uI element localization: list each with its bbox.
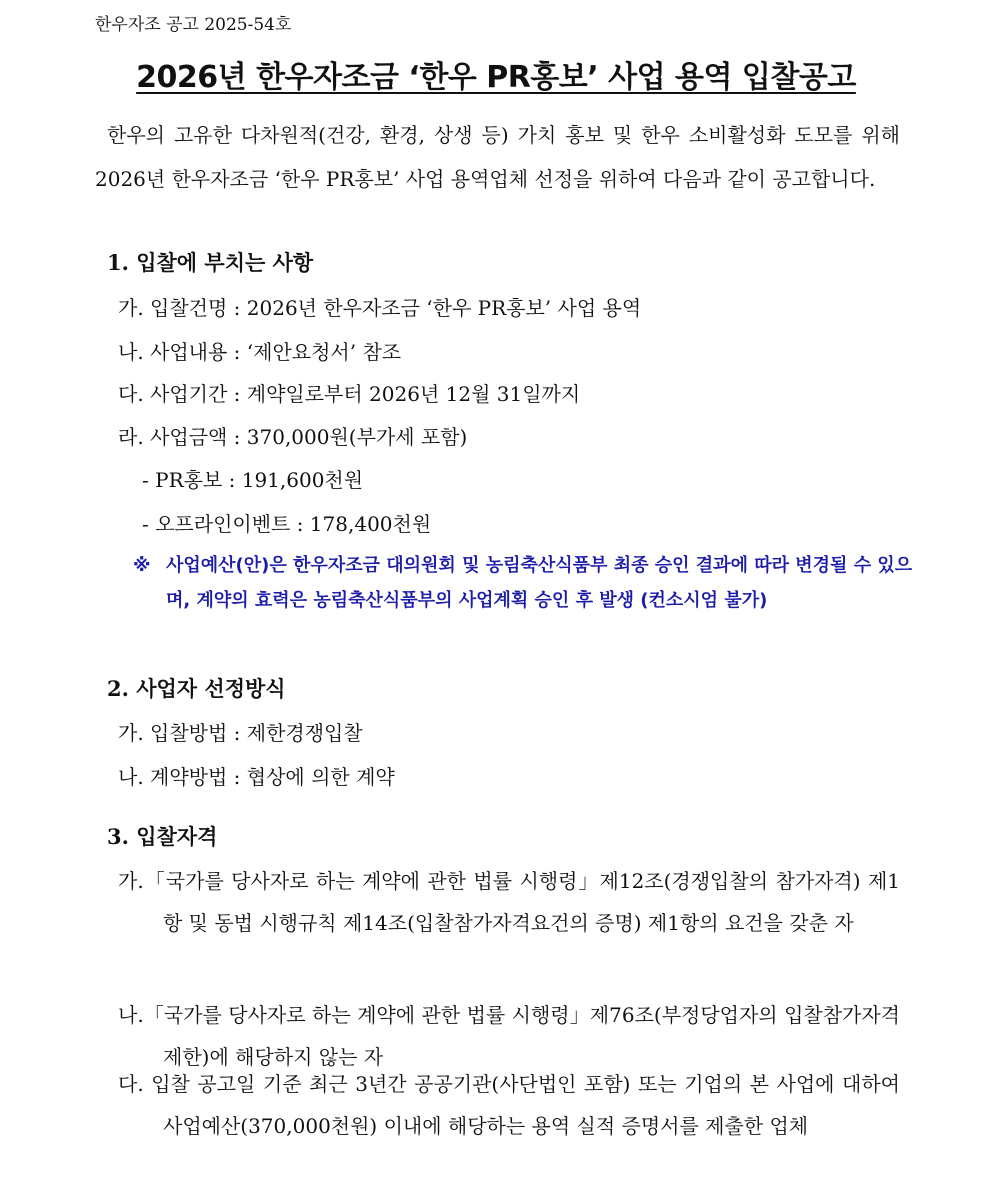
budget-notice-text: 사업예산(안)은 한우자조금 대의원회 및 농림축산식품부 최종 승인 결과에 따라 변경될 수 있으며, 계약의 효력은 농림축산식품부의 사업계획 승인 후 발생 (컨소시엄 불가) (166, 555, 913, 611)
section-3-heading: 3. 입찰자격 (107, 824, 218, 849)
reference-mark: ※ (133, 555, 151, 576)
budget-notice (133, 548, 913, 618)
document-title: 2026년 한우자조금 ‘한우 PR홍보’ 사업 용역 입찰공고 (136, 60, 856, 95)
section-1-item-da: 다. 사업기간 : 계약일로부터 2026년 12월 31일까지 (118, 382, 581, 406)
section-2-heading: 2. 사업자 선정방식 (107, 676, 286, 701)
section-2-item-na: 나. 계약방법 : 협상에 의한 계약 (118, 765, 395, 789)
section-2-item-ga: 가. 입찰방법 : 제한경쟁입찰 (118, 721, 363, 745)
section-3-item-da: 다. 입찰 공고일 기준 최근 3년간 공공기관(사단법인 포함) 또는 기업의 본 사업에 대하여 사업예산(370,000천원) 이내에 해당하는 용역 실적 증명서를 제출한 업체 (118, 1072, 900, 1138)
budget-pr: - PR홍보 : 191,600천원 (142, 468, 364, 492)
notice-number: 한우자조 공고 2025-54호 (95, 15, 292, 35)
section-3-item-ga: 가.「국가를 당사자로 하는 계약에 관한 법률 시행령」제12조(경쟁입찰의 참가자격) 제1항 및 동법 시행규칙 제14조(입찰참가자격요건의 증명) 제1항의 요건을 갖춘 자 (118, 869, 900, 935)
intro-paragraph: 한우의 고유한 다차원적(건강, 환경, 상생 등) 가치 홍보 및 한우 소비활성화 도모를 위해 2026년 한우자조금 ‘한우 PR홍보’ 사업 용역업체 선정을 위하여 다음과 같이 공고합니다. (95, 123, 900, 191)
section-3-item-na: 나.「국가를 당사자로 하는 계약에 관한 법률 시행령」제76조(부정당업자의 입찰참가자격 제한)에 해당하지 않는 자 (118, 1003, 900, 1069)
section-1-item-na: 나. 사업내용 : ‘제안요청서’ 참조 (118, 340, 402, 364)
section-1-heading: 1. 입찰에 부치는 사항 (107, 250, 314, 275)
section-1-item-ra: 라. 사업금액 : 370,000원(부가세 포함) (118, 425, 468, 449)
budget-offline-event: - 오프라인이벤트 : 178,400천원 (142, 512, 432, 536)
section-1-item-ga: 가. 입찰건명 : 2026년 한우자조금 ‘한우 PR홍보’ 사업 용역 (118, 296, 642, 320)
